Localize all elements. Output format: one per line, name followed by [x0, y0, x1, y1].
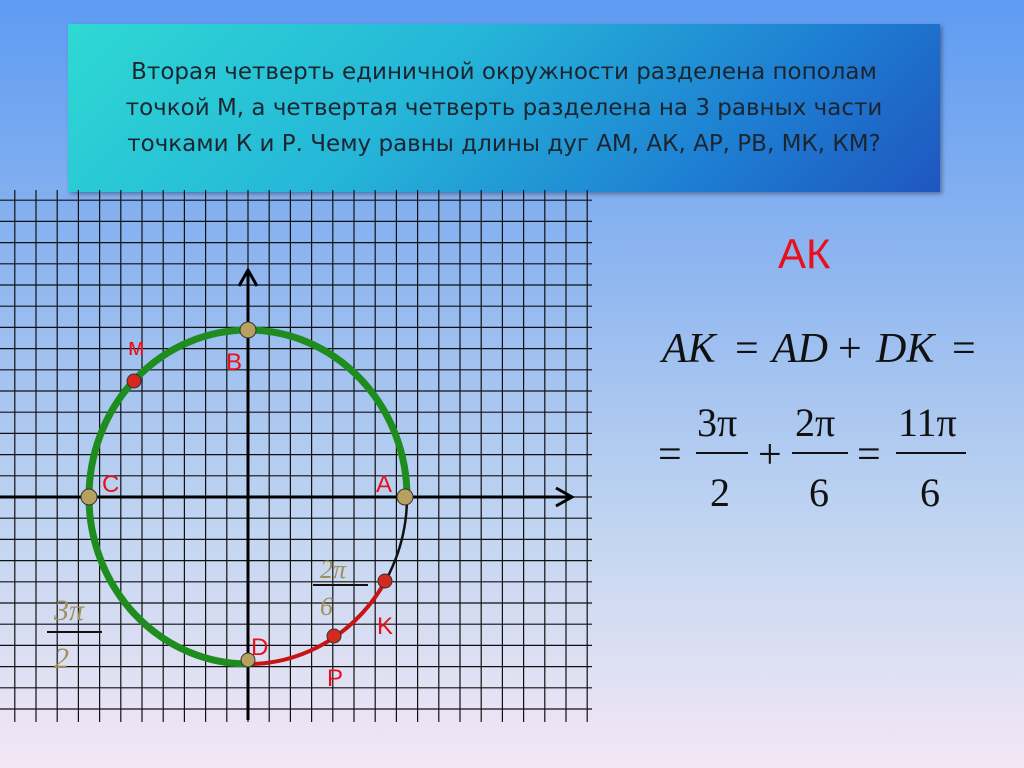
- point-b-marker: [240, 322, 256, 338]
- eq1-dk: DK: [876, 326, 935, 372]
- eq2-plus: +: [758, 432, 782, 478]
- point-p-marker: [327, 629, 341, 643]
- eq1-equals-2: =: [952, 326, 976, 372]
- label-a: A: [376, 471, 393, 498]
- eq2-equals: =: [857, 432, 881, 478]
- eq1-lhs: AK: [662, 326, 716, 372]
- fraction-3pi-2: [47, 594, 102, 675]
- label-d: D: [251, 634, 269, 661]
- equation-line-2: [658, 400, 966, 515]
- fraction-2pi-6-num: 2π: [320, 555, 347, 584]
- point-m-marker: [127, 374, 141, 388]
- point-a-marker: [397, 489, 413, 505]
- label-b: B: [226, 349, 243, 376]
- fraction-3pi-2-den: 2: [54, 642, 69, 675]
- eq2-f3-num: 11π: [898, 400, 957, 445]
- task-line-1: Вторая четверть единичной окружности разделена пополам: [131, 59, 877, 85]
- eq2-f2-den: 6: [809, 470, 829, 515]
- eq2-lead-equals: =: [658, 432, 682, 478]
- fraction-2pi-6: [313, 555, 368, 621]
- fraction-2pi-6-den: 6: [320, 592, 333, 621]
- label-m: м: [128, 334, 145, 361]
- solution-title: АК: [778, 230, 831, 277]
- fraction-3pi-2-num: 3π: [54, 594, 85, 627]
- label-p: P: [327, 665, 344, 692]
- label-k: K: [377, 613, 394, 640]
- eq1-equals: =: [735, 326, 759, 372]
- point-c-marker: [81, 489, 97, 505]
- eq1-ad: AD: [772, 326, 828, 372]
- equation-line-1: [659, 326, 976, 372]
- eq2-f3-den: 6: [920, 470, 940, 515]
- eq2-f2-num: 2π: [795, 400, 836, 445]
- eq2-f1-den: 2: [710, 470, 730, 515]
- point-k-marker: [378, 574, 392, 588]
- task-line-2: точкой М, а четвертая четверть разделена на 3 равных части: [125, 95, 883, 121]
- grid: [0, 190, 592, 722]
- label-c: C: [102, 471, 120, 498]
- eq1-plus: +: [838, 326, 862, 372]
- task-line-3: точками К и Р. Чему равны длины дуг АМ, АК, АР, РВ, МК, КМ?: [127, 131, 881, 157]
- eq2-f1-num: 3π: [697, 400, 738, 445]
